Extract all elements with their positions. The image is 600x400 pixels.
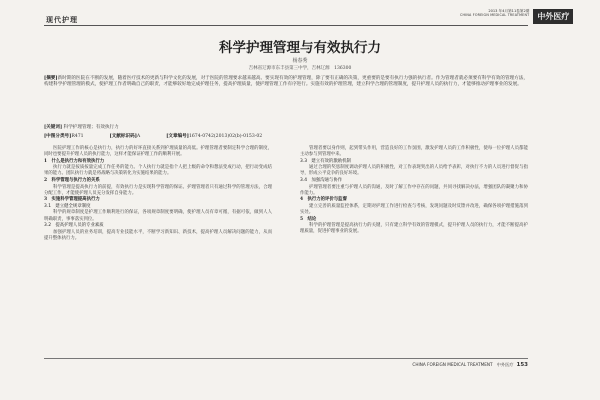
page-footer <box>412 362 528 368</box>
author: 杨春秀 <box>292 58 308 64</box>
paragraph: 通过合理的奖惩制度调动护理人员的积极性，对工作表现突出的人员给予表彰，对执行不力的人员进行督促与指导，形成公平竞争的良好环境。 <box>300 165 528 177</box>
journal-logo: 中外医疗 <box>533 9 573 24</box>
paragraph: 建立完善的质量监控体系，定期对护理工作进行检查与考核，发现问题及时反馈并改进，确保各项护理措施落到实处。 <box>300 203 528 215</box>
page-number: 153 <box>516 362 528 368</box>
paragraph: 加强护理人员的业务培训，提高专业技能水平，不断学习新知识、新技术，提高护理人员解决问题的能力，从而提升整体执行力。 <box>44 229 272 241</box>
section-heading: 3.4 加强沟通与协作 <box>300 177 343 183</box>
issue-info: 2013 年4月第11卷第2期 <box>488 9 530 13</box>
article-number: [文章编号]1674-0742(2013)02(b)-0153-02 <box>166 134 263 139</box>
classification-line <box>44 133 528 139</box>
keywords-text: 科学护理管理；有效执行力 <box>63 125 119 130</box>
body-column-left <box>44 146 272 242</box>
footer-journal: CHINA FOREIGN MEDICAL TREATMENT 中外医疗 <box>412 362 514 367</box>
clc: [中图分类号]R471 <box>44 134 84 139</box>
keywords <box>44 124 528 130</box>
body-column-right <box>300 146 528 236</box>
journal-header <box>460 9 573 24</box>
abstract-text: 新时期的医院在不断的发展，随着医疗技术的更新与科学文化的发展，对于医院的管理要求越来越高。要实现有效的护理管理，除了要有正确的决策，更重要的是要有执行力强的执行者。作为管理者就必须要有科学有效的管理方法，构建科学护理管理的模式，使护理工作者明确自己的职责，才能够较好地完成护理任务，提高护理质量，使护理管理工作有序进行。实施有效的护理管理，建立科学合理的管理制度，提升护理人员的执行力，才能够推动护理事业的发展。 <box>44 76 528 88</box>
section-heading: 4 执行力的评价与监督 <box>300 197 347 203</box>
section-heading: 5 结论 <box>300 216 317 222</box>
paragraph: 科学的护理管理是提高执行力的关键，只有建立科学有效的管理模式，提升护理人员的执行力，才能不断提高护理质量，促进护理事业的发展。 <box>300 223 528 235</box>
section-heading: 3.2 提高护理人员的专业素质 <box>44 223 104 229</box>
abstract-label: [摘要] <box>44 76 58 81</box>
section-heading: 3.3 建立有效的激励机制 <box>300 158 351 164</box>
section-heading: 2 科学管理与执行力的关系 <box>44 177 100 183</box>
abstract <box>44 76 528 89</box>
header-rule <box>44 25 528 26</box>
paragraph: 护理管理者要注重与护理人员的沟通，及时了解工作中存在的问题，共同寻找解决办法，增强团队的凝聚力和协作能力。 <box>300 184 528 196</box>
footer-rule <box>44 358 528 359</box>
doc-code: [文献标识码]A <box>109 134 141 139</box>
paragraph: 科学管理是提高执行力的前提，有效执行力是实现科学管理的保证。护理管理者只有通过科学的管理方法，合理分配工作，才能使护理人员充分发挥自身能力。 <box>44 184 272 196</box>
section-label: 现代护理 <box>46 16 78 24</box>
paragraph: 科学的规章制度是护理工作顺利进行的保证，各项规章制度要明确，使护理人员有章可循，有据可依，做到人人明确职责，事事落实到位。 <box>44 210 272 222</box>
article-title: 科学护理管理与有效执行力 <box>219 40 381 56</box>
affiliation: 吉林省辽源市东丰县第三中学，吉林辽源 136300 <box>248 66 352 71</box>
section-heading: 3 实施科学管理提高执行力 <box>44 197 100 203</box>
section-heading: 3.1 建立健全规章制度 <box>44 203 91 209</box>
journal-name-en: CHINA FOREIGN MEDICAL TREATMENT <box>460 13 530 17</box>
paragraph: 医院护理工作的核心是执行力，执行力的好坏直接关系到护理质量的高低。护理管理者要制定科学合理的制度，同时也要提升护理人员的执行能力，这样才能保证护理工作的顺利开展。 <box>44 146 272 158</box>
keywords-label: [关键词] <box>44 125 63 130</box>
journal-meta <box>460 9 529 17</box>
section-heading: 1 什么是执行力和有效执行力 <box>44 158 105 164</box>
paragraph: 执行力就是按质按量完成工作任务的能力。个人执行力就是指个人把上级的命令和想法变成行动，把行动变成结果的能力。团队执行力就是将战略与决策转化为实施结果的能力。 <box>44 165 272 177</box>
paragraph: 管理者要以身作则，起到带头作用，营造良好的工作氛围，激发护理人员的工作积极性，使每一位护理人员都能主动参与到管理中来。 <box>300 146 528 158</box>
